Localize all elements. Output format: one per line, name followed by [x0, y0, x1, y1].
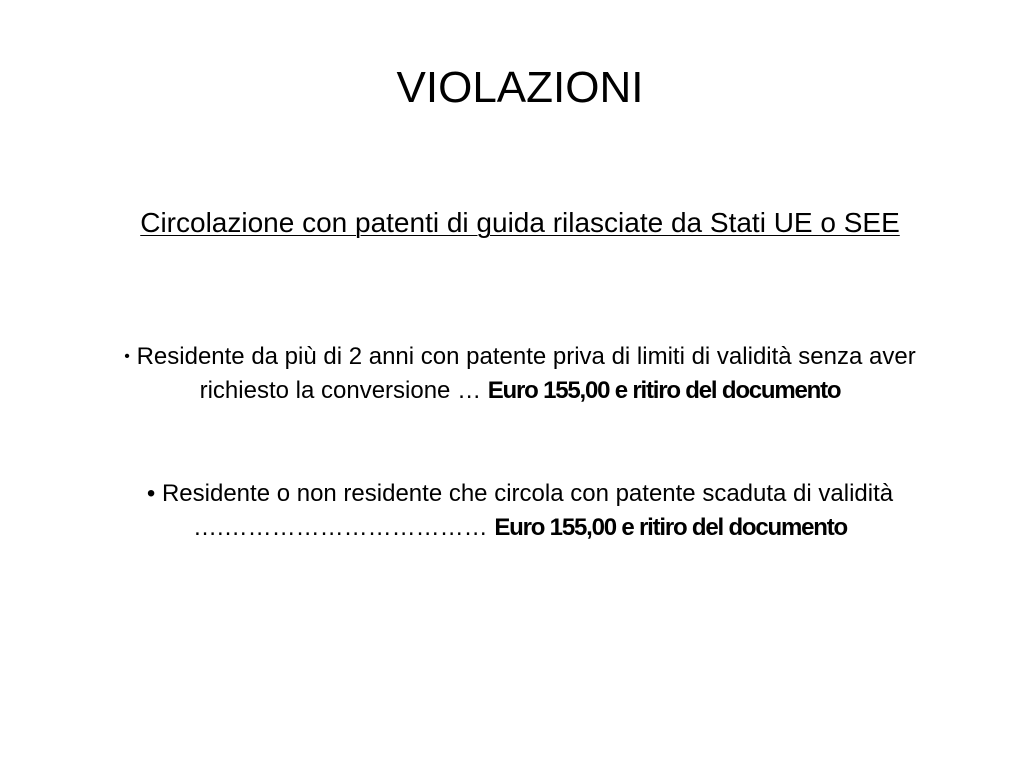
violation-description: Residente da più di 2 anni con patente priva di limiti di validità senza aver richiesto la conversione …: [136, 343, 916, 404]
bullet-icon: •: [124, 348, 130, 365]
slide-subtitle: Circolazione con patenti di guida rilasciate da Stati UE o SEE: [140, 207, 900, 238]
violation-penalty: Euro 155,00 e ritiro del documento: [494, 514, 847, 541]
violation-description: Residente o non residente che circola con patente scaduta di validità ….……………………………: [161, 480, 894, 541]
violation-penalty: Euro 155,00 e ritiro del documento: [487, 377, 841, 404]
bullet-icon: •: [146, 480, 156, 507]
violation-item: [120, 477, 920, 545]
slide-title: VIOLAZIONI: [396, 63, 644, 112]
violation-item: [120, 340, 920, 408]
